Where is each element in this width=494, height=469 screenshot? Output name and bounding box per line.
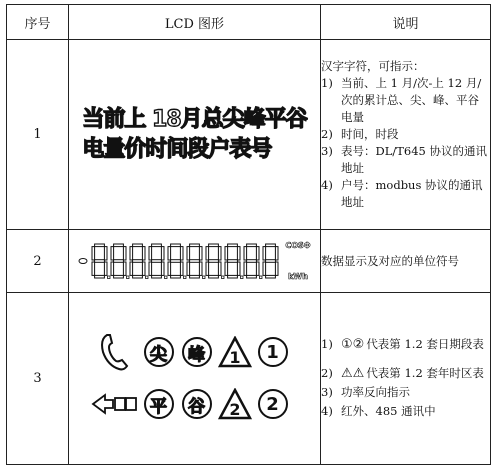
row-description: [321, 40, 491, 230]
item-number: 2): [321, 127, 333, 142]
lcd-status-icons: [69, 292, 321, 464]
table-row: [7, 40, 491, 230]
valley-period-icon: 谷: [182, 389, 212, 419]
table-row: [7, 230, 491, 292]
header-lcd: LCD 图形: [69, 5, 321, 40]
item-text: 户号：modbus 协议的通讯地址: [341, 178, 483, 210]
unit-cos-phi: COSΦ: [285, 241, 311, 251]
peak-period-icon: 峰: [182, 337, 212, 367]
item-number: 2): [321, 366, 333, 381]
triangle-1-icon: [218, 336, 252, 368]
item-number: 3): [321, 385, 333, 400]
triangle-2-icon: [218, 388, 252, 420]
item-text: 功率反向指示: [341, 385, 410, 400]
lcd-digit-display: [69, 230, 321, 292]
triangle-numbers-icon: ⚠⚠: [341, 366, 365, 382]
segment-digit: [225, 244, 243, 279]
header-row: [7, 5, 491, 40]
desc-intro: 汉字字符，可指示：: [321, 59, 425, 74]
list-item: [321, 75, 490, 126]
circle-1-icon: 1: [258, 337, 288, 367]
item-number: 4): [321, 404, 333, 419]
unit-kwh: kWh: [288, 272, 308, 282]
item-text: 表号：DL/T645 协议的通讯地址: [341, 144, 488, 176]
flat-period-icon: 平: [144, 389, 174, 419]
reverse-arrow-icon: [91, 393, 139, 415]
header-desc: 说明: [321, 5, 491, 40]
lcd-text-line-2: 电量价时间段户表号: [82, 136, 272, 162]
segment-digit: [263, 244, 278, 278]
row-number: 3: [7, 292, 69, 464]
segment-digit: [244, 244, 262, 279]
phone-icon: [98, 332, 132, 372]
list-item: [321, 402, 490, 421]
circle-2-icon: 2: [258, 389, 288, 419]
minus-segment-icon: [78, 257, 88, 265]
item-text: 代表第 1.2 套年时区表: [366, 366, 484, 381]
item-number: 3): [321, 144, 333, 159]
circled-numbers-icon: ①②: [341, 337, 365, 353]
row-number: 2: [7, 230, 69, 292]
segment-digit: [130, 244, 148, 279]
segment-digit: [206, 244, 224, 279]
item-text: 代表第 1.2 套日期段表: [366, 337, 484, 352]
item-text: 红外、485 通讯中: [341, 404, 436, 419]
list-item: [321, 335, 490, 354]
segment-digit: [111, 244, 129, 279]
sharp-period-icon: 尖: [144, 337, 174, 367]
list-item: [321, 364, 490, 383]
segment-digit: [168, 244, 186, 279]
item-number: 1): [321, 76, 333, 91]
list-item: [321, 383, 490, 402]
segment-digit: [149, 244, 167, 279]
row-number: 1: [7, 40, 69, 230]
lcd-chinese-characters: [69, 40, 321, 230]
item-text: 当前、上 1 月/次-上 12 月/次的累计总、尖、峰、平谷电量: [341, 76, 482, 125]
seven-segment-digits: [90, 241, 280, 281]
table-row: [7, 292, 491, 464]
row-description: 数据显示及对应的单位符号: [321, 230, 491, 292]
item-number: 4): [321, 178, 333, 193]
list-item: [321, 143, 490, 177]
item-text: 时间，时段: [341, 127, 399, 142]
list-item: [321, 126, 490, 143]
item-number: 1): [321, 337, 333, 352]
segment-digit: [187, 244, 205, 279]
spec-table: [6, 4, 491, 465]
segment-digit: [92, 244, 110, 279]
svg-text:2: 2: [228, 400, 241, 420]
lcd-text-line-1: 当前上 18月总尖峰平谷: [82, 106, 307, 132]
svg-text:1: 1: [228, 348, 241, 368]
row-description: [321, 292, 491, 464]
header-num: 序号: [7, 5, 69, 40]
list-item: [321, 177, 490, 211]
